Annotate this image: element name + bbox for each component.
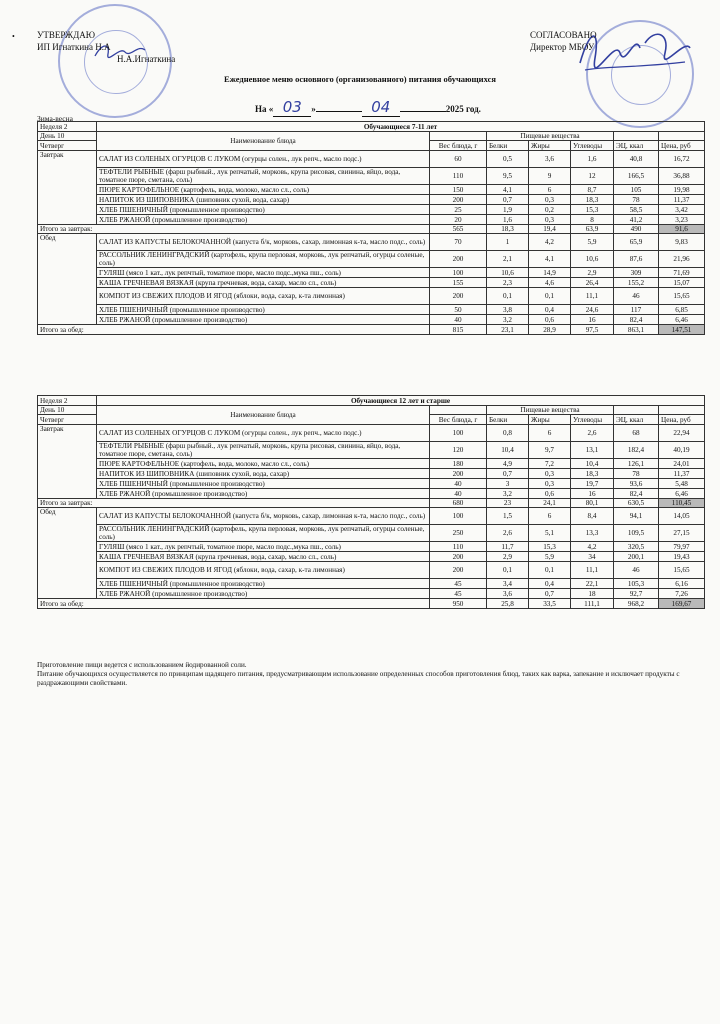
cell-p: 10,4 [487,442,529,459]
total-e: 630,5 [614,499,659,508]
cell-c: 12 [571,168,614,185]
cell-c: 13,1 [571,442,614,459]
cell-p: 0,5 [487,151,529,168]
total-w: 565 [430,225,487,234]
cell-e: 105,3 [614,579,659,589]
cell-pr: 71,69 [659,268,705,278]
cell-w: 40 [430,479,487,489]
col-fat: Жиры [529,141,571,151]
table-row [38,469,705,479]
dish-name: КАША ГРЕЧНЕВАЯ ВЯЗКАЯ (крупа гречневая, вода, сахар, масло сл., соль) [97,278,430,288]
cell-f: 5,9 [529,552,571,562]
cell-f: 7,2 [529,459,571,469]
total-e: 490 [614,225,659,234]
page-title: Ежедневное меню основного (организованного) питания обучающихся [224,74,496,84]
cell-w: 70 [430,234,487,251]
cell-c: 4,2 [571,542,614,552]
cell-pr: 6,85 [659,305,705,315]
total-c: 111,1 [571,599,614,609]
cell-e: 94,1 [614,508,659,525]
cell-w: 110 [430,168,487,185]
col-energy: ЭЦ, ккал [614,415,659,425]
dish-name: ХЛЕБ РЖАНОЙ (промышленное производство) [97,215,430,225]
dish-name: ХЛЕБ ПШЕНИЧНЫЙ (промышленное производство) [97,579,430,589]
cell-p: 0,8 [487,425,529,442]
meal-label: Завтрак [38,425,97,499]
cell-e: 200,1 [614,552,659,562]
dish-name: САЛАТ ИЗ КАПУСТЫ БЕЛОКОЧАННОЙ (капуста б/к, морковь, сахар, лимонная к-та, масло подс., соль) [97,234,430,251]
table-row [38,305,705,315]
cell-pr: 3,23 [659,215,705,225]
cell-f: 0,3 [529,479,571,489]
table-row [38,288,705,305]
cell-e: 41,2 [614,215,659,225]
approval-block [37,29,175,65]
cell-f: 9 [529,168,571,185]
table-row [38,234,705,251]
table-row [38,542,705,552]
dish-name: ХЛЕБ ПШЕНИЧНЫЙ (промышленное производство) [97,305,430,315]
cell-c: 16 [571,489,614,499]
cell-pr: 6,46 [659,489,705,499]
cell-e: 309 [614,268,659,278]
total-pr: 147,51 [659,325,705,335]
table-row [38,525,705,542]
cell-e: 155,2 [614,278,659,288]
meal-label: Завтрак [38,151,97,225]
cell-w: 155 [430,278,487,288]
col-carbs: Углеводы [571,415,614,425]
cell-pr: 15,07 [659,278,705,288]
cell-e: 320,5 [614,542,659,552]
cell-e: 93,6 [614,479,659,489]
dish-name: ХЛЕБ РЖАНОЙ (промышленное производство) [97,589,430,599]
table-row [38,459,705,469]
cell-e: 68 [614,425,659,442]
cell-p: 3,2 [487,489,529,499]
col-carbs: Углеводы [571,141,614,151]
cell-pr: 3,42 [659,205,705,215]
cell-w: 40 [430,489,487,499]
col-weight: Вес блюда, г [430,141,487,151]
table-row [38,552,705,562]
cell-w: 100 [430,508,487,525]
cell-p: 0,1 [487,562,529,579]
col-protein: Белки [487,141,529,151]
table-row [38,168,705,185]
cell-f: 0,3 [529,195,571,205]
cell-f: 6 [529,508,571,525]
cell-w: 200 [430,288,487,305]
day-label: День 10 [38,132,97,141]
total-p: 23 [487,499,529,508]
cell-w: 45 [430,589,487,599]
dish-name: ХЛЕБ ПШЕНИЧНЫЙ (промышленное производство) [97,205,430,215]
cell-c: 24,6 [571,305,614,315]
col-name: Наименование блюда [97,132,430,151]
date-month: 04 [362,98,400,117]
table-row [38,579,705,589]
cell-pr: 6,46 [659,315,705,325]
weekday-label: Четверг [38,141,97,151]
cell-f: 0,2 [529,205,571,215]
dish-name: КАША ГРЕЧНЕВАЯ ВЯЗКАЯ (крупа гречневая, вода, сахар, масло сл., соль) [97,552,430,562]
dish-name: ТЕФТЕЛИ РЫБНЫЕ (фарш рыбный., лук репчатый, морковь, крупа рисовая, свинина, яйцо, вода, томатное пюре, сметана, соль) [97,168,430,185]
cell-e: 78 [614,195,659,205]
cell-w: 50 [430,305,487,315]
cell-f: 15,3 [529,542,571,552]
meal-label: Обед [38,234,97,325]
cell-e: 92,7 [614,589,659,599]
approval-title: УТВЕРЖДАЮ [37,30,96,40]
cell-e: 82,4 [614,489,659,499]
cell-pr: 19,43 [659,552,705,562]
cell-p: 2,1 [487,251,529,268]
cell-w: 25 [430,205,487,215]
cell-pr: 24,01 [659,459,705,469]
cell-e: 46 [614,562,659,579]
cell-e: 182,4 [614,442,659,459]
cell-w: 110 [430,542,487,552]
total-label: Итого за завтрак: [38,499,430,508]
table-row [38,562,705,579]
table-row [38,589,705,599]
cell-c: 18,3 [571,195,614,205]
cell-e: 117 [614,305,659,315]
cell-c: 1,6 [571,151,614,168]
cell-w: 200 [430,469,487,479]
dish-name: САЛАТ ИЗ КАПУСТЫ БЕЛОКОЧАННОЙ (капуста б/к, морковь, сахар, лимонная к-та, масло подс., соль) [97,508,430,525]
cell-p: 2,3 [487,278,529,288]
total-f: 24,1 [529,499,571,508]
cell-p: 0,1 [487,288,529,305]
cell-c: 8 [571,215,614,225]
cell-e: 58,5 [614,205,659,215]
total-label: Итого за обед: [38,599,430,609]
total-label: Итого за завтрак: [38,225,430,234]
total-pr: 91,6 [659,225,705,234]
cell-pr: 15,65 [659,288,705,305]
meal-label: Обед [38,508,97,599]
cell-c: 5,9 [571,234,614,251]
cell-p: 4,9 [487,459,529,469]
col-weight: Вес блюда, г [430,415,487,425]
table-row [38,195,705,205]
col-fat: Жиры [529,415,571,425]
cell-e: 109,5 [614,525,659,542]
cell-f: 9,7 [529,442,571,459]
cell-p: 1,5 [487,508,529,525]
dish-name: НАПИТОК ИЗ ШИПОВНИКА (шиповник сухой, вода, сахар) [97,469,430,479]
week-label: Неделя 2 [38,122,97,132]
cell-w: 200 [430,195,487,205]
cell-c: 11,1 [571,562,614,579]
cell-c: 8,7 [571,185,614,195]
total-c: 80,1 [571,499,614,508]
cell-f: 4,6 [529,278,571,288]
corner-mark: • [12,32,15,41]
cell-e: 40,8 [614,151,659,168]
table-row [38,151,705,168]
total-w: 815 [430,325,487,335]
menu-table-12-plus [37,395,705,609]
cell-c: 15,3 [571,205,614,215]
cell-w: 60 [430,151,487,168]
cell-w: 120 [430,442,487,459]
cell-pr: 6,16 [659,579,705,589]
cell-f: 0,4 [529,579,571,589]
agreement-title: СОГЛАСОВАНО [530,30,597,40]
cell-f: 0,6 [529,489,571,499]
total-w: 950 [430,599,487,609]
cell-w: 200 [430,251,487,268]
cell-c: 19,7 [571,479,614,489]
cell-p: 1 [487,234,529,251]
cell-p: 1,6 [487,215,529,225]
cell-c: 11,1 [571,288,614,305]
dish-name: ХЛЕБ РЖАНОЙ (промышленное производство) [97,489,430,499]
dish-name: САЛАТ ИЗ СОЛЕНЫХ ОГУРЦОВ С ЛУКОМ (огурцы солен., лук репч., масло подс.) [97,425,430,442]
cell-pr: 22,94 [659,425,705,442]
table-row [38,489,705,499]
cell-p: 10,6 [487,268,529,278]
cell-f: 6 [529,185,571,195]
cell-e: 87,6 [614,251,659,268]
season-label: Зима-весна [37,114,73,123]
cell-c: 2,6 [571,425,614,442]
cell-f: 4,1 [529,251,571,268]
cell-p: 2,6 [487,525,529,542]
dish-name: КОМПОТ ИЗ СВЕЖИХ ПЛОДОВ И ЯГОД (яблоки, вода, сахар, к-та лимонная) [97,562,430,579]
cell-c: 16 [571,315,614,325]
total-row [38,499,705,508]
cell-pr: 40,19 [659,442,705,459]
cell-f: 0,3 [529,469,571,479]
total-c: 63,9 [571,225,614,234]
dish-name: ГУЛЯШ (мясо 1 кат., лук репчтый, томатное пюре, масло подс.,мука пш., соль) [97,542,430,552]
total-row [38,225,705,234]
dish-name: НАПИТОК ИЗ ШИПОВНИКА (шиповник сухой, вода, сахар) [97,195,430,205]
col-price: Цена, руб [659,141,705,151]
cell-f: 6 [529,425,571,442]
cell-pr: 79,97 [659,542,705,552]
cell-pr: 11,37 [659,195,705,205]
agreement-block [530,29,597,53]
note-diet: Питание обучающихся осуществляется по принципам щадящего питания, предусматривающим использование определенных способов приготовления блюд, таких как варка, запекание и исключает продукты с раздражающими свойствами. [37,670,680,687]
cell-w: 40 [430,315,487,325]
date-day: 03 [273,98,311,117]
total-label: Итого за обед: [38,325,430,335]
total-pr: 110,45 [659,499,705,508]
cell-w: 180 [430,459,487,469]
approval-sign: Н.А.Игнаткина [117,54,176,64]
table-row [38,425,705,442]
cell-c: 2,9 [571,268,614,278]
table-row [38,268,705,278]
cell-c: 34 [571,552,614,562]
total-row [38,599,705,609]
table-row [38,278,705,288]
week-label: Неделя 2 [38,396,97,406]
cell-f: 5,1 [529,525,571,542]
cell-c: 22,1 [571,579,614,589]
cell-f: 0,7 [529,589,571,599]
cell-c: 10,4 [571,459,614,469]
cell-f: 0,6 [529,315,571,325]
cell-f: 0,1 [529,288,571,305]
dish-name: ГУЛЯШ (мясо 1 кат., лук репчтый, томатное пюре, масло подс.,мука пш., соль) [97,268,430,278]
approval-org: ИП Игнаткина Н.А [37,42,111,52]
cell-p: 9,5 [487,168,529,185]
total-p: 23,1 [487,325,529,335]
total-f: 28,9 [529,325,571,335]
cell-w: 250 [430,525,487,542]
cell-f: 14,9 [529,268,571,278]
table-row [38,442,705,459]
menu-table-7-11 [37,121,705,335]
col-nutrients: Пищевые вещества [487,406,614,415]
cell-c: 26,4 [571,278,614,288]
total-p: 25,8 [487,599,529,609]
cell-w: 100 [430,425,487,442]
cell-c: 13,3 [571,525,614,542]
cell-w: 150 [430,185,487,195]
group-title: Обучающиеся 12 лет и старше [97,396,705,406]
cell-e: 126,1 [614,459,659,469]
cell-c: 18 [571,589,614,599]
cell-p: 3,8 [487,305,529,315]
cell-c: 10,6 [571,251,614,268]
weekday-label: Четверг [38,415,97,425]
day-label: День 10 [38,406,97,415]
cell-w: 45 [430,579,487,589]
cell-pr: 15,65 [659,562,705,579]
cell-p: 1,9 [487,205,529,215]
col-price: Цена, руб [659,415,705,425]
dish-name: ТЕФТЕЛИ РЫБНЫЕ (фарш рыбный., лук репчатый, морковь, крупа рисовая, свинина, яйцо, вода, томатное пюре, сметана, соль) [97,442,430,459]
cell-e: 65,9 [614,234,659,251]
table-row [38,185,705,195]
dish-name: ХЛЕБ РЖАНОЙ (промышленное производство) [97,315,430,325]
table-row [38,215,705,225]
cell-pr: 7,26 [659,589,705,599]
table-row [38,508,705,525]
total-w: 680 [430,499,487,508]
group-title: Обучающиеся 7-11 лет [97,122,705,132]
col-protein: Белки [487,415,529,425]
cell-p: 3 [487,479,529,489]
cell-p: 0,7 [487,195,529,205]
cell-e: 78 [614,469,659,479]
cell-p: 11,7 [487,542,529,552]
cell-e: 105 [614,185,659,195]
total-f: 33,5 [529,599,571,609]
total-row [38,325,705,335]
table-row [38,479,705,489]
note-salt: Приготовление пищи ведется с использованием йодированной соли. [37,661,247,669]
cell-w: 100 [430,268,487,278]
cell-w: 20 [430,215,487,225]
total-e: 863,1 [614,325,659,335]
cell-pr: 27,15 [659,525,705,542]
cell-e: 82,4 [614,315,659,325]
dish-name: ПЮРЕ КАРТОФЕЛЬНОЕ (картофель, вода, молоко, масло сл., соль) [97,185,430,195]
table-row [38,251,705,268]
dish-name: КОМПОТ ИЗ СВЕЖИХ ПЛОДОВ И ЯГОД (яблоки, вода, сахар, к-та лимонная) [97,288,430,305]
cell-pr: 9,83 [659,234,705,251]
dish-name: РАССОЛЬНИК ЛЕНИНГРАДСКИЙ (картофель, крупа перловая, морковь, лук репчатый, огурцы соленые, соль) [97,251,430,268]
cell-pr: 5,48 [659,479,705,489]
dish-name: ХЛЕБ ПШЕНИЧНЫЙ (промышленное производство) [97,479,430,489]
cell-f: 0,3 [529,215,571,225]
col-energy: ЭЦ, ккал [614,141,659,151]
cell-p: 2,9 [487,552,529,562]
dish-name: САЛАТ ИЗ СОЛЕНЫХ ОГУРЦОВ С ЛУКОМ (огурцы солен., лук репч., масло подс.) [97,151,430,168]
cell-pr: 11,37 [659,469,705,479]
cell-e: 166,5 [614,168,659,185]
cell-p: 0,7 [487,469,529,479]
table-row [38,205,705,215]
cell-f: 0,1 [529,562,571,579]
total-e: 968,2 [614,599,659,609]
col-name: Наименование блюда [97,406,430,425]
notes [37,661,704,688]
cell-e: 46 [614,288,659,305]
table-row [38,315,705,325]
cell-f: 3,6 [529,151,571,168]
cell-f: 0,4 [529,305,571,315]
total-p: 18,3 [487,225,529,234]
dish-name: ПЮРЕ КАРТОФЕЛЬНОЕ (картофель, вода, молоко, масло сл., соль) [97,459,430,469]
date-line: На « 03 » 04 2025 год. [255,98,481,116]
cell-pr: 21,96 [659,251,705,268]
cell-pr: 14,05 [659,508,705,525]
total-pr: 169,67 [659,599,705,609]
cell-p: 3,6 [487,589,529,599]
total-c: 97,5 [571,325,614,335]
cell-p: 3,2 [487,315,529,325]
dish-name: РАССОЛЬНИК ЛЕНИНГРАДСКИЙ (картофель, крупа перловая, морковь, лук репчатый, огурцы соленые, соль) [97,525,430,542]
date-year: 2025 год. [445,104,481,114]
cell-c: 8,4 [571,508,614,525]
agreement-org: Директор МБОУ [530,42,595,52]
cell-p: 4,1 [487,185,529,195]
cell-p: 3,4 [487,579,529,589]
cell-pr: 19,98 [659,185,705,195]
cell-c: 18,3 [571,469,614,479]
cell-w: 200 [430,552,487,562]
cell-f: 4,2 [529,234,571,251]
cell-pr: 16,72 [659,151,705,168]
cell-w: 200 [430,562,487,579]
col-nutrients: Пищевые вещества [487,132,614,141]
cell-pr: 36,88 [659,168,705,185]
total-f: 19,4 [529,225,571,234]
